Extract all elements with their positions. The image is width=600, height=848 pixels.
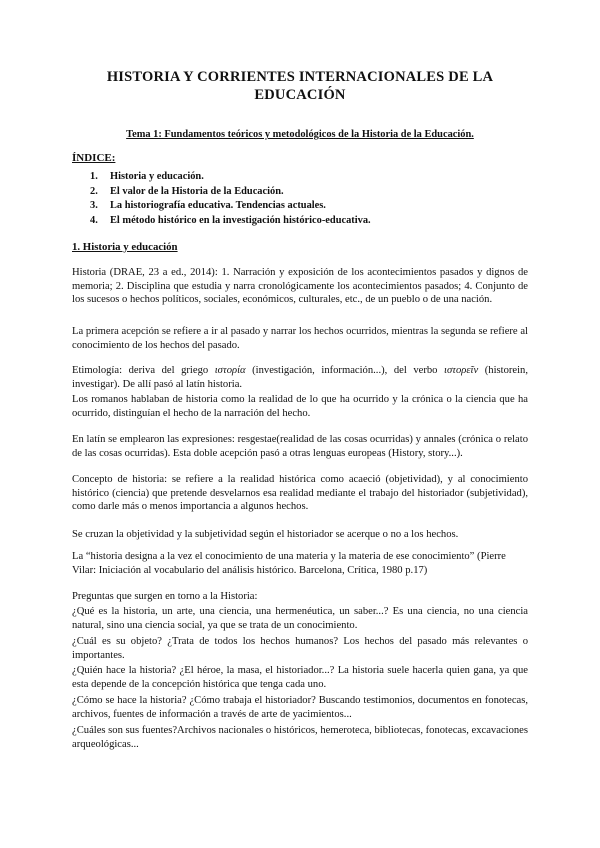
toc-item xyxy=(90,214,510,229)
toc-item xyxy=(90,170,510,185)
toc-label: Historia y educación. xyxy=(110,171,204,182)
paragraph-question: ¿Cómo se hace la historia? ¿Cómo trabaja el historiador? Buscando testimonios, documentos en fonotecas, archivos, fuentes de información a través de arte de yacimientos... xyxy=(72,695,528,720)
greek-word: ιστορεῖν xyxy=(444,365,479,376)
toc-item xyxy=(90,199,510,214)
etymology-text: (investigación, información...), del verbo xyxy=(245,365,445,376)
paragraph-romanos: Los romanos hablaban de historia como la realidad de lo que ha ocurrido y la crónica o la ciencia que ha ocurrido, distinguían el hecho de la narración del hecho. xyxy=(72,394,528,419)
greek-word: ιστορία xyxy=(214,365,246,376)
paragraph-question: ¿Cuál es su objeto? ¿Trata de todos los hechos humanos? Los hechos del pasado más relevantes o importantes. xyxy=(72,636,528,661)
toc-number: 3. xyxy=(90,200,98,211)
toc-label: La historiografía educativa. Tendencias actuales. xyxy=(110,200,326,211)
section-heading: 1. Historia y educación xyxy=(72,241,178,253)
paragraph-question: ¿Cuáles son sus fuentes?Archivos nacionales o históricos, hemeroteca, bibliotecas, fonotecas, excavaciones arqueológicas... xyxy=(72,725,528,750)
toc-label: El valor de la Historia de la Educación. xyxy=(110,185,284,197)
paragraph-cruzan: Se cruzan la objetividad y la subjetividad según el historiador se acerque o no a los hechos. xyxy=(72,529,459,540)
paragraph-questions-intro: Preguntas que surgen en torno a la Historia: xyxy=(72,591,258,602)
paragraph-concepto: Concepto de historia: se refiere a la realidad histórica como acaeció (objetividad), y al conocimiento histórico (ciencia) que pretende desvelarnos esa realidad mediante el trabajo del historiador (subjetividad), como darle más o menos importancia a algunos hechos. xyxy=(72,474,528,513)
toc-number: 4. xyxy=(90,214,98,226)
paragraph-latin: En latín se emplearon las expresiones: resgestae(realidad de las cosas ocurridas) y annales (crónica o relato de las cosas ocurridas). Esta doble acepción pasó a otras lenguas europeas (History, story...). xyxy=(72,434,528,459)
index-heading: ÍNDICE: xyxy=(72,152,116,164)
paragraph-question: ¿Quién hace la historia? ¿El héroe, la masa, el historiador...? La historia suele hacerla quien gana, ya que esta depende de la concepción histórica que tenga cada uno. xyxy=(72,665,528,690)
etymology-text: Etimología: deriva del griego xyxy=(72,365,215,376)
toc-item xyxy=(90,185,510,200)
topic-subtitle: Tema 1: Fundamentos teóricos y metodológicos de la Historia de la Educación. xyxy=(126,129,474,140)
paragraph-vilar-quote: La “historia designa a la vez el conocimiento de una materia y la materia de ese conocimiento” (Pierre Vilar: Iniciación al vocabulario del análisis histórico. Barcelona, Crítica, 1980 p.17) xyxy=(72,551,506,576)
paragraph-definition: Historia (DRAE, 23 a ed., 2014): 1. Narración y exposición de los acontecimientos pasados y dignos de memoria; 2. Disciplina que estudia y narra cronológicamente los acontecimientos pasados; 4. Conjunto de los sucesos o hechos políticos, sociales, económicos, culturales, etc., de un pueblo o de una nación. xyxy=(72,267,528,306)
toc-label: El método histórico en la investigación histórico-educativa. xyxy=(110,214,371,226)
paragraph-etymology xyxy=(72,364,528,391)
table-of-contents xyxy=(90,170,510,228)
toc-number: 1. xyxy=(90,171,98,182)
etymology-text: (historein, investigar). De allí pasó al latín historia. xyxy=(72,365,528,390)
paragraph-acepcion: La primera acepción se refiere a ir al pasado y narrar los hechos ocurridos, mientras la segunda se refiere al conocimiento de los hechos del pasado. xyxy=(72,326,528,351)
paragraph-question: ¿Qué es la historia, un arte, una ciencia, una hermenéutica, un saber...? Es una ciencia, no una ciencia natural, sino una ciencia social, ya que se trata de un conocimiento. xyxy=(72,606,528,631)
document-title: HISTORIA Y CORRIENTES INTERNACIONALES DE LA EDUCACIÓN xyxy=(106,69,494,103)
toc-number: 2. xyxy=(90,185,98,197)
